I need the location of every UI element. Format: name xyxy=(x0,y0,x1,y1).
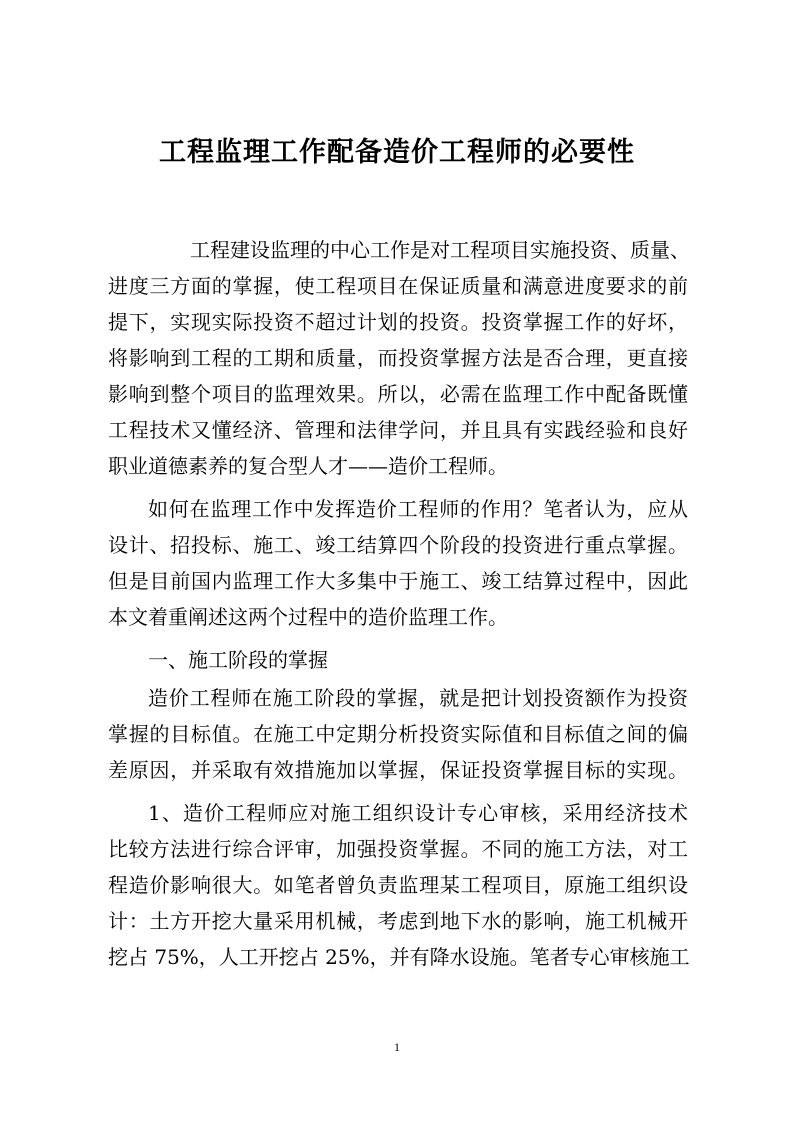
paragraph-line: 造价工程师在施工阶段的掌握，就是把计划投资额作为投资 xyxy=(148,686,688,710)
paragraph-line: 影响到整个项目的监理效果。所以，必需在监理工作中配备既懂 xyxy=(108,382,688,406)
paragraph-line: 挖占 75%，人工开挖占 25%，并有降水设施。笔者专心审核施工 xyxy=(108,945,690,969)
page-number: 1 xyxy=(394,1040,400,1054)
paragraph-line: 比较方法进行综合评审，加强投资掌握。不同的施工方法，对工 xyxy=(108,837,688,861)
paragraph-line: 进度三方面的掌握，使工程项目在保证质量和满意进度要求的前 xyxy=(108,274,688,298)
section-heading: 一、施工阶段的掌握 xyxy=(148,648,328,672)
paragraph-line: 本文着重阐述这两个过程中的造价监理工作。 xyxy=(108,605,508,629)
paragraph-line: 将影响到工程的工期和质量，而投资掌握方法是否合理，更直接 xyxy=(108,346,688,370)
paragraph-line: 但是目前国内监理工作大多集中于施工、竣工结算过程中，因此 xyxy=(108,569,688,593)
paragraph-line: 工程建设监理的中心工作是对工程项目实施投资、质量、 xyxy=(190,238,690,262)
paragraph-line: 如何在监理工作中发挥造价工程师的作用？笔者认为，应从 xyxy=(148,497,688,521)
paragraph-line: 程造价影响很大。如笔者曾负责监理某工程项目，原施工组织设 xyxy=(108,873,688,897)
paragraph-line: 职业道德素养的复合型人才——造价工程师。 xyxy=(108,454,508,478)
paragraph-line: 工程技术又懂经济、管理和法律学问，并且具有实践经验和良好 xyxy=(108,418,688,442)
paragraph-line: 掌握的目标值。在施工中定期分析投资实际值和目标值之间的偏 xyxy=(108,722,688,746)
paragraph-line: 1、造价工程师应对施工组织设计专心审核，采用经济技术 xyxy=(148,801,688,825)
paragraph-line: 差原因，并采取有效措施加以掌握，保证投资掌握目标的实现。 xyxy=(108,758,688,782)
paragraph-line: 计：土方开挖大量采用机械，考虑到地下水的影响，施工机械开 xyxy=(108,909,688,933)
paragraph-line: 提下，实现实际投资不超过计划的投资。投资掌握工作的好坏， xyxy=(108,310,688,334)
paragraph-line: 设计、招投标、施工、竣工结算四个阶段的投资进行重点掌握。 xyxy=(108,533,688,557)
document-title: 工程监理工作配备造价工程师的必要性 xyxy=(159,137,635,168)
